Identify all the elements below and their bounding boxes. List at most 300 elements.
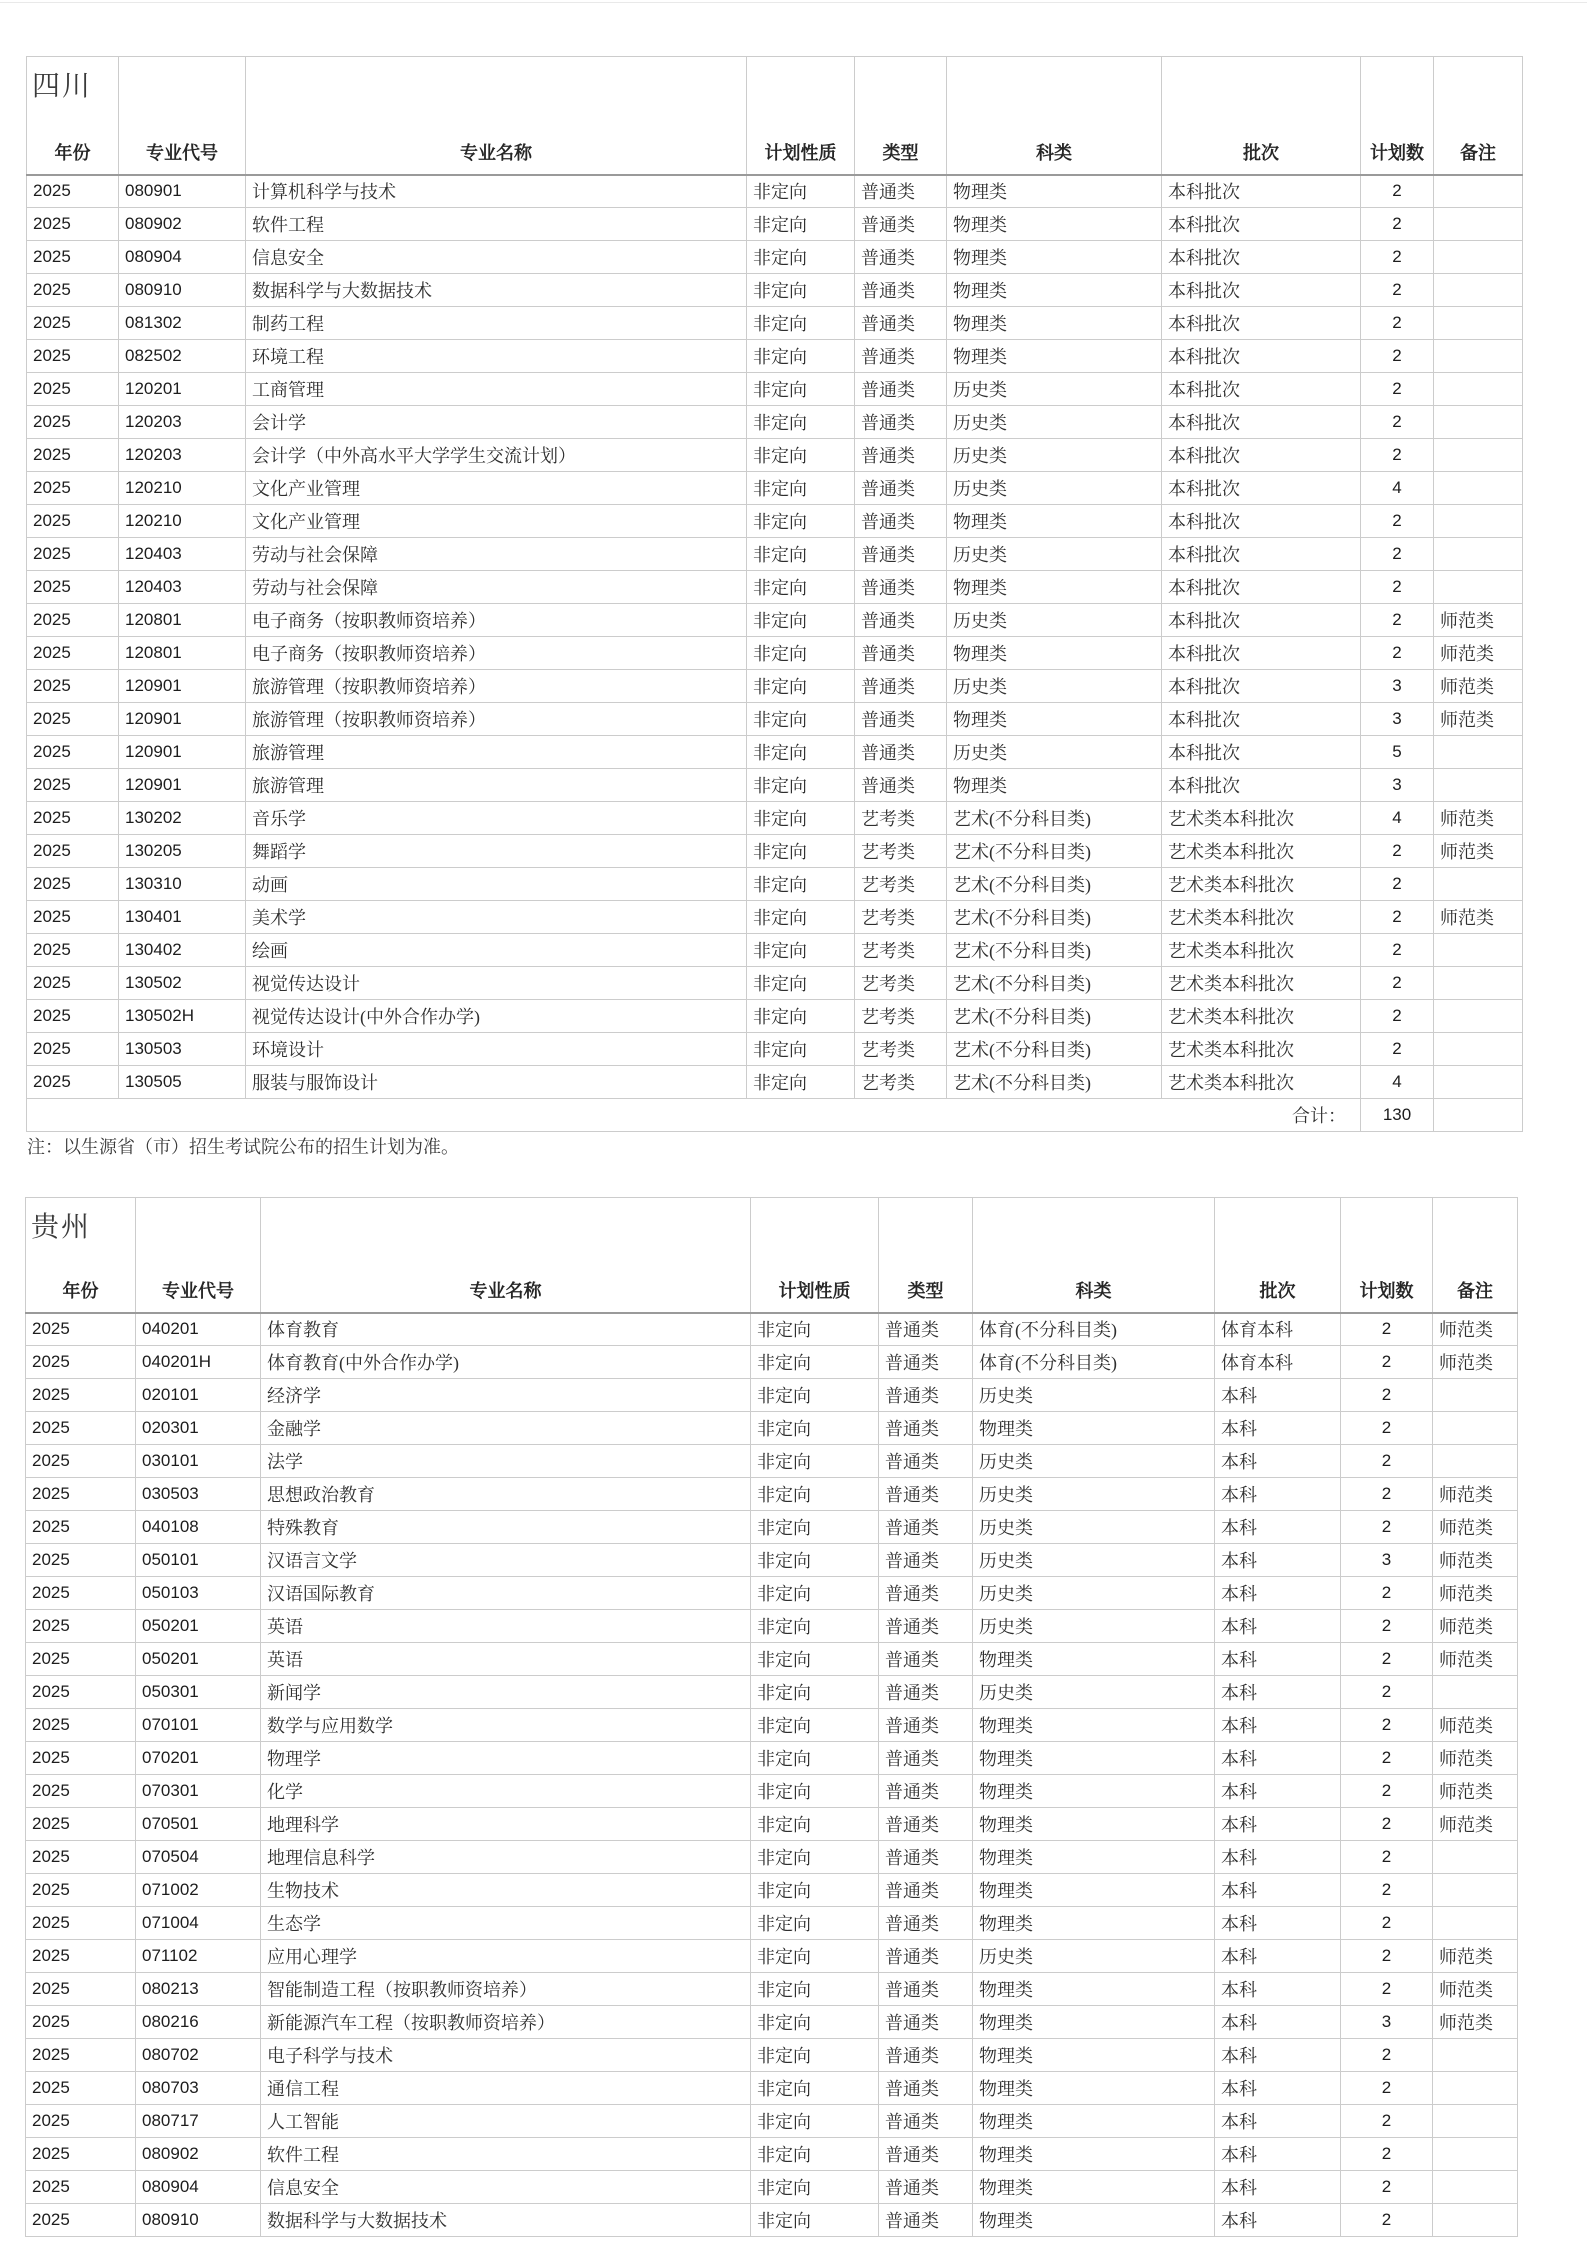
cell-plan-nature: 非定向 <box>751 1907 879 1940</box>
cell-plan-count: 3 <box>1361 703 1434 736</box>
col-header-plan-count <box>1341 1198 1433 1313</box>
cell-plan-nature: 非定向 <box>747 505 855 538</box>
cell-batch: 本科 <box>1215 1511 1341 1544</box>
cell-batch: 本科批次 <box>1162 274 1361 307</box>
cell-batch: 本科 <box>1215 1478 1341 1511</box>
cell-batch: 本科批次 <box>1162 406 1361 439</box>
cell-major-code: 030101 <box>136 1445 261 1478</box>
cell-year: 2025 <box>27 802 119 835</box>
cell-remark: 师范类 <box>1433 1742 1518 1775</box>
cell-subject-category: 物理类 <box>947 274 1162 307</box>
col-header-plan-count <box>1361 57 1434 175</box>
cell-remark <box>1433 1379 1518 1412</box>
cell-major-name: 生态学 <box>261 1907 751 1940</box>
cell-type: 艺考类 <box>855 901 947 934</box>
table-row <box>26 1742 1518 1775</box>
cell-type: 普通类 <box>879 1544 973 1577</box>
cell-plan-count: 2 <box>1341 1643 1433 1676</box>
cell-subject-category: 艺术(不分科目类) <box>947 967 1162 1000</box>
cell-major-code: 120901 <box>119 670 246 703</box>
cell-plan-count: 2 <box>1341 1379 1433 1412</box>
cell-type: 普通类 <box>879 1577 973 1610</box>
cell-year: 2025 <box>26 1412 136 1445</box>
col-header-label: 计划数 <box>1359 1280 1414 1301</box>
cell-year: 2025 <box>27 670 119 703</box>
cell-subject-category: 物理类 <box>973 1874 1215 1907</box>
cell-year: 2025 <box>27 868 119 901</box>
cell-plan-count: 2 <box>1341 2039 1433 2072</box>
cell-major-name: 信息安全 <box>261 2171 751 2204</box>
cell-batch: 艺术类本科批次 <box>1162 1033 1361 1066</box>
cell-plan-nature: 非定向 <box>747 373 855 406</box>
cell-year: 2025 <box>27 406 119 439</box>
cell-subject-category: 物理类 <box>973 2006 1215 2039</box>
cell-subject-category: 物理类 <box>947 505 1162 538</box>
table-row <box>26 1676 1518 1709</box>
cell-remark: 师范类 <box>1433 1544 1518 1577</box>
cell-year: 2025 <box>27 1066 119 1099</box>
cell-remark <box>1434 538 1523 571</box>
cell-batch: 本科 <box>1215 1445 1341 1478</box>
cell-subject-category: 历史类 <box>973 1577 1215 1610</box>
cell-subject-category: 历史类 <box>973 1544 1215 1577</box>
cell-remark: 师范类 <box>1433 1709 1518 1742</box>
cell-remark <box>1434 1033 1523 1066</box>
page-top-divider <box>0 2 1587 3</box>
cell-subject-category: 艺术(不分科目类) <box>947 835 1162 868</box>
table-row <box>26 1973 1518 2006</box>
cell-batch: 本科 <box>1215 2171 1341 2204</box>
cell-major-name: 电子商务（按职教师资培养） <box>246 604 747 637</box>
cell-type: 普通类 <box>855 538 947 571</box>
table-row <box>27 1066 1523 1099</box>
cell-plan-count: 2 <box>1341 1907 1433 1940</box>
cell-type: 普通类 <box>879 2006 973 2039</box>
cell-major-name: 环境工程 <box>246 340 747 373</box>
cell-plan-nature: 非定向 <box>747 472 855 505</box>
cell-type: 普通类 <box>879 2138 973 2171</box>
cell-type: 普通类 <box>879 1346 973 1379</box>
cell-subject-category: 艺术(不分科目类) <box>947 901 1162 934</box>
cell-major-code: 050301 <box>136 1676 261 1709</box>
cell-plan-nature: 非定向 <box>747 670 855 703</box>
cell-remark: 师范类 <box>1433 1346 1518 1379</box>
cell-remark <box>1434 472 1523 505</box>
cell-plan-nature: 非定向 <box>751 2105 879 2138</box>
cell-batch: 本科批次 <box>1162 637 1361 670</box>
cell-major-code: 120901 <box>119 736 246 769</box>
cell-remark <box>1433 1841 1518 1874</box>
cell-year: 2025 <box>27 175 119 208</box>
cell-type: 普通类 <box>855 703 947 736</box>
cell-remark <box>1434 868 1523 901</box>
cell-type: 普通类 <box>855 274 947 307</box>
cell-remark: 师范类 <box>1434 703 1523 736</box>
col-header-label: 年份 <box>62 1280 99 1301</box>
cell-year: 2025 <box>26 1379 136 1412</box>
table-row <box>26 2105 1518 2138</box>
cell-plan-nature: 非定向 <box>751 1940 879 1973</box>
cell-subject-category: 物理类 <box>973 1412 1215 1445</box>
cell-plan-nature: 非定向 <box>751 1478 879 1511</box>
cell-plan-nature: 非定向 <box>751 1775 879 1808</box>
cell-major-name: 英语 <box>261 1643 751 1676</box>
col-header-label: 备注 <box>1457 1280 1493 1301</box>
cell-major-name: 数据科学与大数据技术 <box>246 274 747 307</box>
cell-plan-nature: 非定向 <box>751 1676 879 1709</box>
cell-major-code: 071004 <box>136 1907 261 1940</box>
table-row <box>27 703 1523 736</box>
cell-major-code: 130401 <box>119 901 246 934</box>
table-row <box>27 637 1523 670</box>
cell-year: 2025 <box>26 1775 136 1808</box>
cell-plan-count: 2 <box>1361 538 1434 571</box>
cell-plan-nature: 非定向 <box>747 637 855 670</box>
cell-subject-category: 物理类 <box>973 1775 1215 1808</box>
cell-major-name: 环境设计 <box>246 1033 747 1066</box>
table-row <box>26 1478 1518 1511</box>
table-row <box>27 472 1523 505</box>
cell-batch: 本科 <box>1215 1874 1341 1907</box>
cell-remark: 师范类 <box>1434 802 1523 835</box>
col-header-subject-category <box>973 1198 1215 1313</box>
cell-major-name: 英语 <box>261 1610 751 1643</box>
cell-plan-count: 2 <box>1341 1874 1433 1907</box>
cell-major-name: 汉语国际教育 <box>261 1577 751 1610</box>
cell-plan-nature: 非定向 <box>747 1066 855 1099</box>
cell-major-code: 120901 <box>119 703 246 736</box>
cell-plan-nature: 非定向 <box>751 2072 879 2105</box>
cell-major-name: 新能源汽车工程（按职教师资培养） <box>261 2006 751 2039</box>
cell-subject-category: 历史类 <box>947 373 1162 406</box>
cell-plan-nature: 非定向 <box>747 736 855 769</box>
cell-type: 普通类 <box>855 505 947 538</box>
cell-major-code: 130505 <box>119 1066 246 1099</box>
cell-major-code: 020301 <box>136 1412 261 1445</box>
cell-remark <box>1434 769 1523 802</box>
cell-major-name: 数据科学与大数据技术 <box>261 2204 751 2237</box>
cell-major-code: 040201 <box>136 1313 261 1346</box>
cell-plan-count: 2 <box>1361 241 1434 274</box>
cell-major-name: 法学 <box>261 1445 751 1478</box>
col-header-year <box>26 1198 136 1313</box>
col-header-major-code <box>119 57 246 175</box>
cell-plan-count: 2 <box>1361 868 1434 901</box>
cell-type: 普通类 <box>879 1379 973 1412</box>
cell-major-name: 汉语言文学 <box>261 1544 751 1577</box>
col-header-label: 备注 <box>1460 142 1496 163</box>
cell-batch: 本科批次 <box>1162 439 1361 472</box>
col-header-label: 专业名称 <box>460 142 532 163</box>
cell-major-name: 应用心理学 <box>261 1940 751 1973</box>
cell-plan-nature: 非定向 <box>751 1841 879 1874</box>
cell-major-code: 080717 <box>136 2105 261 2138</box>
table-row <box>26 1874 1518 1907</box>
cell-plan-nature: 非定向 <box>751 2171 879 2204</box>
cell-remark <box>1434 1066 1523 1099</box>
cell-remark <box>1433 2138 1518 2171</box>
cell-type: 普通类 <box>879 1775 973 1808</box>
cell-year: 2025 <box>27 373 119 406</box>
cell-type: 普通类 <box>855 670 947 703</box>
cell-plan-count: 2 <box>1361 208 1434 241</box>
cell-plan-nature: 非定向 <box>747 538 855 571</box>
cell-plan-nature: 非定向 <box>751 1511 879 1544</box>
cell-year: 2025 <box>27 1000 119 1033</box>
cell-major-name: 旅游管理（按职教师资培养） <box>246 703 747 736</box>
cell-major-code: 070504 <box>136 1841 261 1874</box>
cell-subject-category: 历史类 <box>973 1610 1215 1643</box>
cell-major-code: 130310 <box>119 868 246 901</box>
cell-batch: 本科 <box>1215 1643 1341 1676</box>
col-header-label: 专业名称 <box>469 1280 542 1301</box>
cell-subject-category: 物理类 <box>973 1808 1215 1841</box>
cell-remark: 师范类 <box>1434 670 1523 703</box>
cell-batch: 本科批次 <box>1162 472 1361 505</box>
cell-type: 普通类 <box>879 1709 973 1742</box>
cell-major-code: 120403 <box>119 538 246 571</box>
cell-major-name: 生物技术 <box>261 1874 751 1907</box>
cell-major-code: 120901 <box>119 769 246 802</box>
cell-plan-nature: 非定向 <box>751 1610 879 1643</box>
cell-year: 2025 <box>26 2204 136 2237</box>
cell-plan-nature: 非定向 <box>747 1033 855 1066</box>
cell-year: 2025 <box>26 1511 136 1544</box>
cell-type: 普通类 <box>855 241 947 274</box>
cell-year: 2025 <box>27 769 119 802</box>
table-row <box>27 901 1523 934</box>
table-row <box>26 1544 1518 1577</box>
cell-type: 普通类 <box>879 1973 973 2006</box>
col-header-label: 科类 <box>1075 1280 1112 1301</box>
cell-major-name: 舞蹈学 <box>246 835 747 868</box>
cell-batch: 本科 <box>1215 1808 1341 1841</box>
cell-major-name: 新闻学 <box>261 1676 751 1709</box>
cell-plan-count: 3 <box>1361 769 1434 802</box>
col-header-plan-nature <box>747 57 855 175</box>
table-row <box>27 175 1523 208</box>
admission-table <box>26 56 1523 1132</box>
cell-plan-count: 2 <box>1341 1511 1433 1544</box>
cell-plan-count: 2 <box>1341 1709 1433 1742</box>
cell-plan-nature: 非定向 <box>747 604 855 637</box>
cell-major-name: 旅游管理 <box>246 736 747 769</box>
cell-remark <box>1434 439 1523 472</box>
plan-note: 注：以生源省（市）招生考试院公布的招生计划为准。 <box>27 1137 459 1157</box>
cell-subject-category: 艺术(不分科目类) <box>947 868 1162 901</box>
cell-plan-count: 2 <box>1341 1676 1433 1709</box>
table-row <box>26 1379 1518 1412</box>
cell-plan-count: 2 <box>1341 1808 1433 1841</box>
cell-plan-nature: 非定向 <box>751 2204 879 2237</box>
cell-subject-category: 物理类 <box>947 208 1162 241</box>
cell-plan-nature: 非定向 <box>747 175 855 208</box>
cell-batch: 本科批次 <box>1162 175 1361 208</box>
province-label: 贵州 <box>31 1212 92 1243</box>
cell-type: 普通类 <box>879 1874 973 1907</box>
cell-major-code: 080904 <box>136 2171 261 2204</box>
cell-major-code: 120203 <box>119 406 246 439</box>
cell-year: 2025 <box>26 2105 136 2138</box>
cell-subject-category: 物理类 <box>947 241 1162 274</box>
cell-major-code: 080902 <box>119 208 246 241</box>
cell-major-code: 130202 <box>119 802 246 835</box>
cell-type: 普通类 <box>855 175 947 208</box>
cell-subject-category: 历史类 <box>973 1445 1215 1478</box>
table-row <box>26 1577 1518 1610</box>
cell-plan-count: 2 <box>1361 340 1434 373</box>
cell-batch: 艺术类本科批次 <box>1162 1000 1361 1033</box>
cell-plan-count: 2 <box>1361 835 1434 868</box>
table-row <box>26 1709 1518 1742</box>
col-header-batch <box>1162 57 1361 175</box>
cell-batch: 本科批次 <box>1162 505 1361 538</box>
cell-major-name: 视觉传达设计 <box>246 967 747 1000</box>
cell-batch: 本科 <box>1215 1907 1341 1940</box>
cell-major-name: 绘画 <box>246 934 747 967</box>
col-header-type <box>879 1198 973 1313</box>
cell-plan-count: 2 <box>1341 1775 1433 1808</box>
cell-plan-count: 2 <box>1341 1841 1433 1874</box>
cell-type: 普通类 <box>879 1808 973 1841</box>
col-header-plan-nature <box>751 1198 879 1313</box>
table-row <box>27 505 1523 538</box>
cell-plan-count: 4 <box>1361 1066 1434 1099</box>
cell-type: 普通类 <box>855 736 947 769</box>
cell-major-name: 音乐学 <box>246 802 747 835</box>
cell-plan-nature: 非定向 <box>747 769 855 802</box>
cell-plan-count: 5 <box>1361 736 1434 769</box>
cell-major-name: 制药工程 <box>246 307 747 340</box>
cell-major-name: 经济学 <box>261 1379 751 1412</box>
cell-major-name: 会计学 <box>246 406 747 439</box>
cell-plan-count: 2 <box>1341 1973 1433 2006</box>
cell-remark: 师范类 <box>1433 1511 1518 1544</box>
col-header-label: 类型 <box>882 142 919 163</box>
table-row <box>26 1610 1518 1643</box>
cell-year: 2025 <box>26 2072 136 2105</box>
cell-major-name: 劳动与社会保障 <box>246 571 747 604</box>
cell-plan-count: 2 <box>1341 1742 1433 1775</box>
cell-major-name: 工商管理 <box>246 373 747 406</box>
cell-batch: 本科 <box>1215 2072 1341 2105</box>
cell-major-code: 071102 <box>136 1940 261 1973</box>
table-row <box>27 670 1523 703</box>
cell-remark <box>1434 241 1523 274</box>
cell-remark: 师范类 <box>1433 1610 1518 1643</box>
cell-type: 普通类 <box>879 1412 973 1445</box>
cell-remark <box>1433 2039 1518 2072</box>
cell-major-name: 通信工程 <box>261 2072 751 2105</box>
table-row <box>26 1445 1518 1478</box>
cell-subject-category: 历史类 <box>973 1940 1215 1973</box>
cell-major-code: 081302 <box>119 307 246 340</box>
cell-major-name: 计算机科学与技术 <box>246 175 747 208</box>
cell-major-code: 080901 <box>119 175 246 208</box>
cell-subject-category: 体育(不分科目类) <box>973 1313 1215 1346</box>
cell-major-code: 120201 <box>119 373 246 406</box>
table-row <box>27 604 1523 637</box>
cell-plan-nature: 非定向 <box>751 1874 879 1907</box>
cell-batch: 本科 <box>1215 1742 1341 1775</box>
cell-remark <box>1434 307 1523 340</box>
cell-plan-count: 2 <box>1341 1346 1433 1379</box>
cell-plan-count: 2 <box>1361 1000 1434 1033</box>
cell-plan-nature: 非定向 <box>751 2039 879 2072</box>
cell-remark <box>1433 2105 1518 2138</box>
cell-year: 2025 <box>26 1643 136 1676</box>
cell-year: 2025 <box>27 208 119 241</box>
cell-plan-nature: 非定向 <box>751 1577 879 1610</box>
cell-type: 艺考类 <box>855 868 947 901</box>
cell-subject-category: 物理类 <box>947 571 1162 604</box>
cell-batch: 艺术类本科批次 <box>1162 967 1361 1000</box>
table-row <box>27 835 1523 868</box>
cell-major-code: 070101 <box>136 1709 261 1742</box>
table-row <box>26 1511 1518 1544</box>
cell-plan-nature: 非定向 <box>751 1808 879 1841</box>
table-row <box>26 1346 1518 1379</box>
cell-plan-nature: 非定向 <box>747 934 855 967</box>
cell-batch: 本科 <box>1215 1379 1341 1412</box>
cell-major-name: 人工智能 <box>261 2105 751 2138</box>
cell-plan-count: 2 <box>1361 967 1434 1000</box>
cell-plan-nature: 非定向 <box>747 241 855 274</box>
cell-type: 普通类 <box>855 208 947 241</box>
col-header-label: 批次 <box>1259 1280 1296 1301</box>
cell-major-code: 120210 <box>119 505 246 538</box>
cell-major-name: 服装与服饰设计 <box>246 1066 747 1099</box>
cell-major-name: 软件工程 <box>246 208 747 241</box>
cell-plan-count: 2 <box>1341 1445 1433 1478</box>
cell-type: 普通类 <box>879 1841 973 1874</box>
cell-plan-count: 3 <box>1341 1544 1433 1577</box>
cell-major-code: 050201 <box>136 1610 261 1643</box>
cell-remark: 师范类 <box>1433 1940 1518 1973</box>
guizhou-admission-plan-table <box>25 1197 1518 2237</box>
cell-plan-count: 2 <box>1341 2105 1433 2138</box>
col-header-label: 专业代号 <box>146 142 218 163</box>
col-header-remark <box>1433 1198 1518 1313</box>
table-row <box>27 406 1523 439</box>
col-header-label: 年份 <box>54 142 91 163</box>
cell-subject-category: 历史类 <box>947 439 1162 472</box>
table-row <box>27 571 1523 604</box>
cell-plan-nature: 非定向 <box>747 439 855 472</box>
cell-remark <box>1434 406 1523 439</box>
cell-year: 2025 <box>26 1478 136 1511</box>
cell-batch: 艺术类本科批次 <box>1162 868 1361 901</box>
cell-year: 2025 <box>27 340 119 373</box>
total-value-cell: 130 <box>1361 1099 1434 1132</box>
cell-plan-count: 2 <box>1341 2138 1433 2171</box>
cell-type: 艺考类 <box>855 1066 947 1099</box>
table-row <box>26 2039 1518 2072</box>
cell-subject-category: 物理类 <box>947 637 1162 670</box>
cell-major-code: 080702 <box>136 2039 261 2072</box>
cell-major-code: 070201 <box>136 1742 261 1775</box>
total-row <box>27 1099 1523 1132</box>
cell-batch: 本科 <box>1215 1841 1341 1874</box>
cell-plan-nature: 非定向 <box>751 2006 879 2039</box>
cell-plan-count: 2 <box>1341 1940 1433 1973</box>
cell-type: 普通类 <box>855 406 947 439</box>
cell-plan-nature: 非定向 <box>751 1742 879 1775</box>
cell-type: 普通类 <box>855 373 947 406</box>
cell-major-code: 082502 <box>119 340 246 373</box>
cell-plan-count: 2 <box>1341 1610 1433 1643</box>
table-row <box>26 1412 1518 1445</box>
